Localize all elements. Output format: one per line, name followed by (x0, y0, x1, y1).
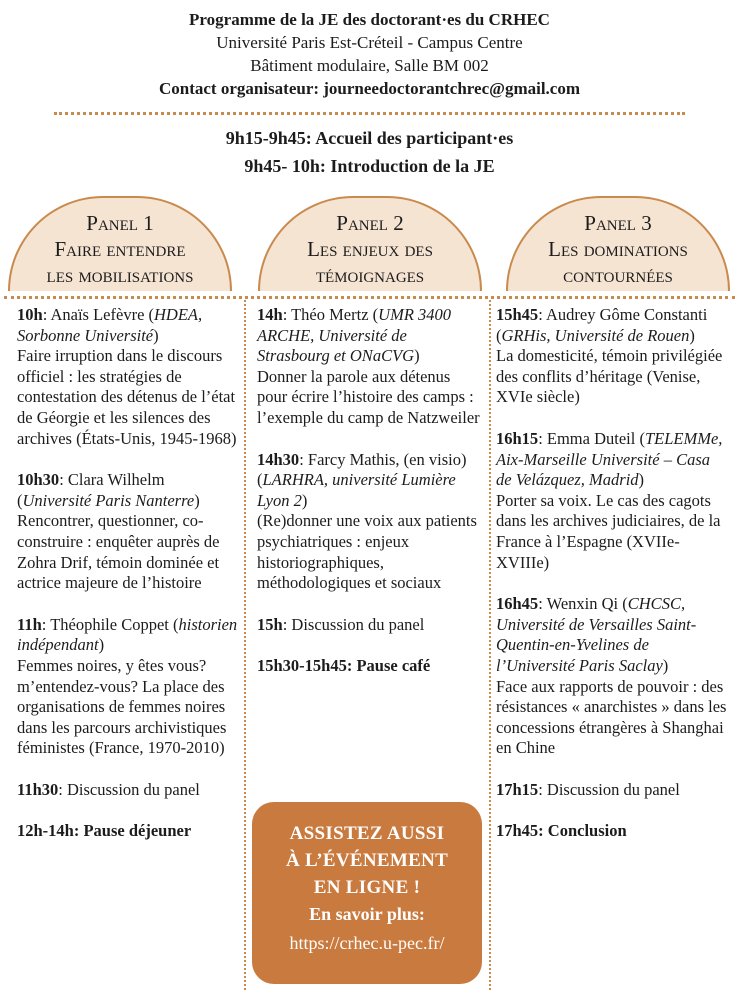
schedule-item: 10h30: Clara Wilhelm (Université Paris Nanterre) Rencontrer, questionner, co-construire : enquêter auprès de Zohra Drif, témoin dominée et actrice majeure de l’histoire (17, 470, 220, 593)
panel-2-title-line2: témoignages (315, 263, 425, 287)
university: Université Paris Est-Créteil - Campus Centre (216, 33, 523, 52)
cta-line3: EN LIGNE ! (313, 877, 421, 898)
schedule-item: 15h45: Audrey Gôme Constanti (GRHis, Université de Rouen) La domesticité, témoin privilégiée des conflits d’héritage (Venise, XVIe siècle) (496, 305, 723, 407)
cta-line1: ASSISTEZ AUSSI (289, 823, 445, 844)
panel-2-label: Panel 2 (336, 211, 404, 235)
website-link[interactable]: https://crhec.u-pec.fr/ (289, 933, 445, 953)
introduction-slot: 9h45- 10h: Introduction de la JE (244, 156, 495, 176)
panel-2-schedule (257, 305, 481, 698)
panel-3-title-line2: contournées (563, 263, 673, 287)
panel-1-title-line1: Faire entendre (54, 237, 186, 261)
schedule-item: 16h15: Emma Duteil (TELEMMe, Aix-Marseille Université – Casa de Velázquez, Madrid) Porter sa voix. Le cas des cagots dans les archives judiciaires, de la France à l’Espagne (XVIIe-XVIIIe) (496, 428, 723, 572)
panel-3-header (506, 196, 730, 291)
discussion-item: 17h15: Discussion du panel (496, 779, 680, 799)
online-event-box (252, 802, 482, 984)
panel-3-label: Panel 3 (584, 211, 652, 235)
discussion-item: 15h: Discussion du panel (257, 614, 425, 634)
column-separator (244, 300, 246, 990)
panel-1-title-line2: les mobilisations (46, 263, 194, 287)
break-item: 15h30-15h45: Pause café (257, 656, 431, 676)
column-separator (489, 300, 491, 990)
header (0, 8, 739, 100)
schedule-item: 16h45: Wenxin Qi (CHCSC, Université de Versailles Saint-Quentin-en-Yvelines de l’Université Paris Saclay) Face aux rapports de pouvoir : des résistances « anarchistes » dans les concessions étrangères à Shanghai en Chine (496, 594, 727, 758)
page-title: Programme de la JE des doctorant·es du CRHEC (189, 10, 550, 29)
panel-1-schedule (17, 305, 241, 863)
schedule-item: 14h30: Farcy Mathis, (en visio) (LARHRA, université Lumière Lyon 2) (Re)donner une voix aux patients psychiatriques : enjeux historiographiques, méthodologiques et sociaux (257, 449, 477, 593)
conclusion-item: 17h45: Conclusion (496, 821, 627, 841)
divider (54, 112, 685, 115)
divider (4, 296, 735, 299)
schedule-item: 14h: Théo Mertz (UMR 3400 ARCHE, Université de Strasbourg et ONaCVG) Donner la parole aux détenus pour écrire l’histoire des camps : l’exemple du camp de Natzweiler (257, 305, 480, 427)
panel-2-header (258, 196, 482, 291)
cta-more: En savoir plus: (309, 904, 425, 924)
panel-2-title-line1: Les enjeux des (307, 237, 433, 261)
panel-1-label: Panel 1 (86, 211, 154, 235)
panel-3-title-line1: Les dominations (548, 237, 688, 261)
panel-3-schedule (496, 305, 728, 863)
panel-1-header (8, 196, 232, 291)
cta-line2: À L’ÉVÉNEMENT (285, 850, 449, 871)
room: Bâtiment modulaire, Salle BM 002 (250, 56, 489, 75)
intro-schedule (0, 124, 739, 180)
schedule-item: 10h: Anaïs Lefèvre (HDEA, Sorbonne Université) Faire irruption dans le discours officiel : les stratégies de contestation des détenus de l’état de Géorgie et les silences des archives (États-Unis, 1945-1968) (17, 305, 237, 448)
discussion-item: 11h30: Discussion du panel (17, 779, 200, 799)
schedule-item: 11h: Théophile Coppet (historien indépendant) Femmes noires, y êtes vous? m’entendez-vous? La place des organisations de femmes noires dans les parcours archivistiques féministes (France, 1970-2010) (17, 614, 238, 758)
contact: Contact organisateur: journeedoctorantchrec@gmail.com (158, 79, 581, 98)
welcome-slot: 9h15-9h45: Accueil des participant·es (225, 128, 514, 148)
break-item: 12h-14h: Pause déjeuner (17, 821, 192, 841)
